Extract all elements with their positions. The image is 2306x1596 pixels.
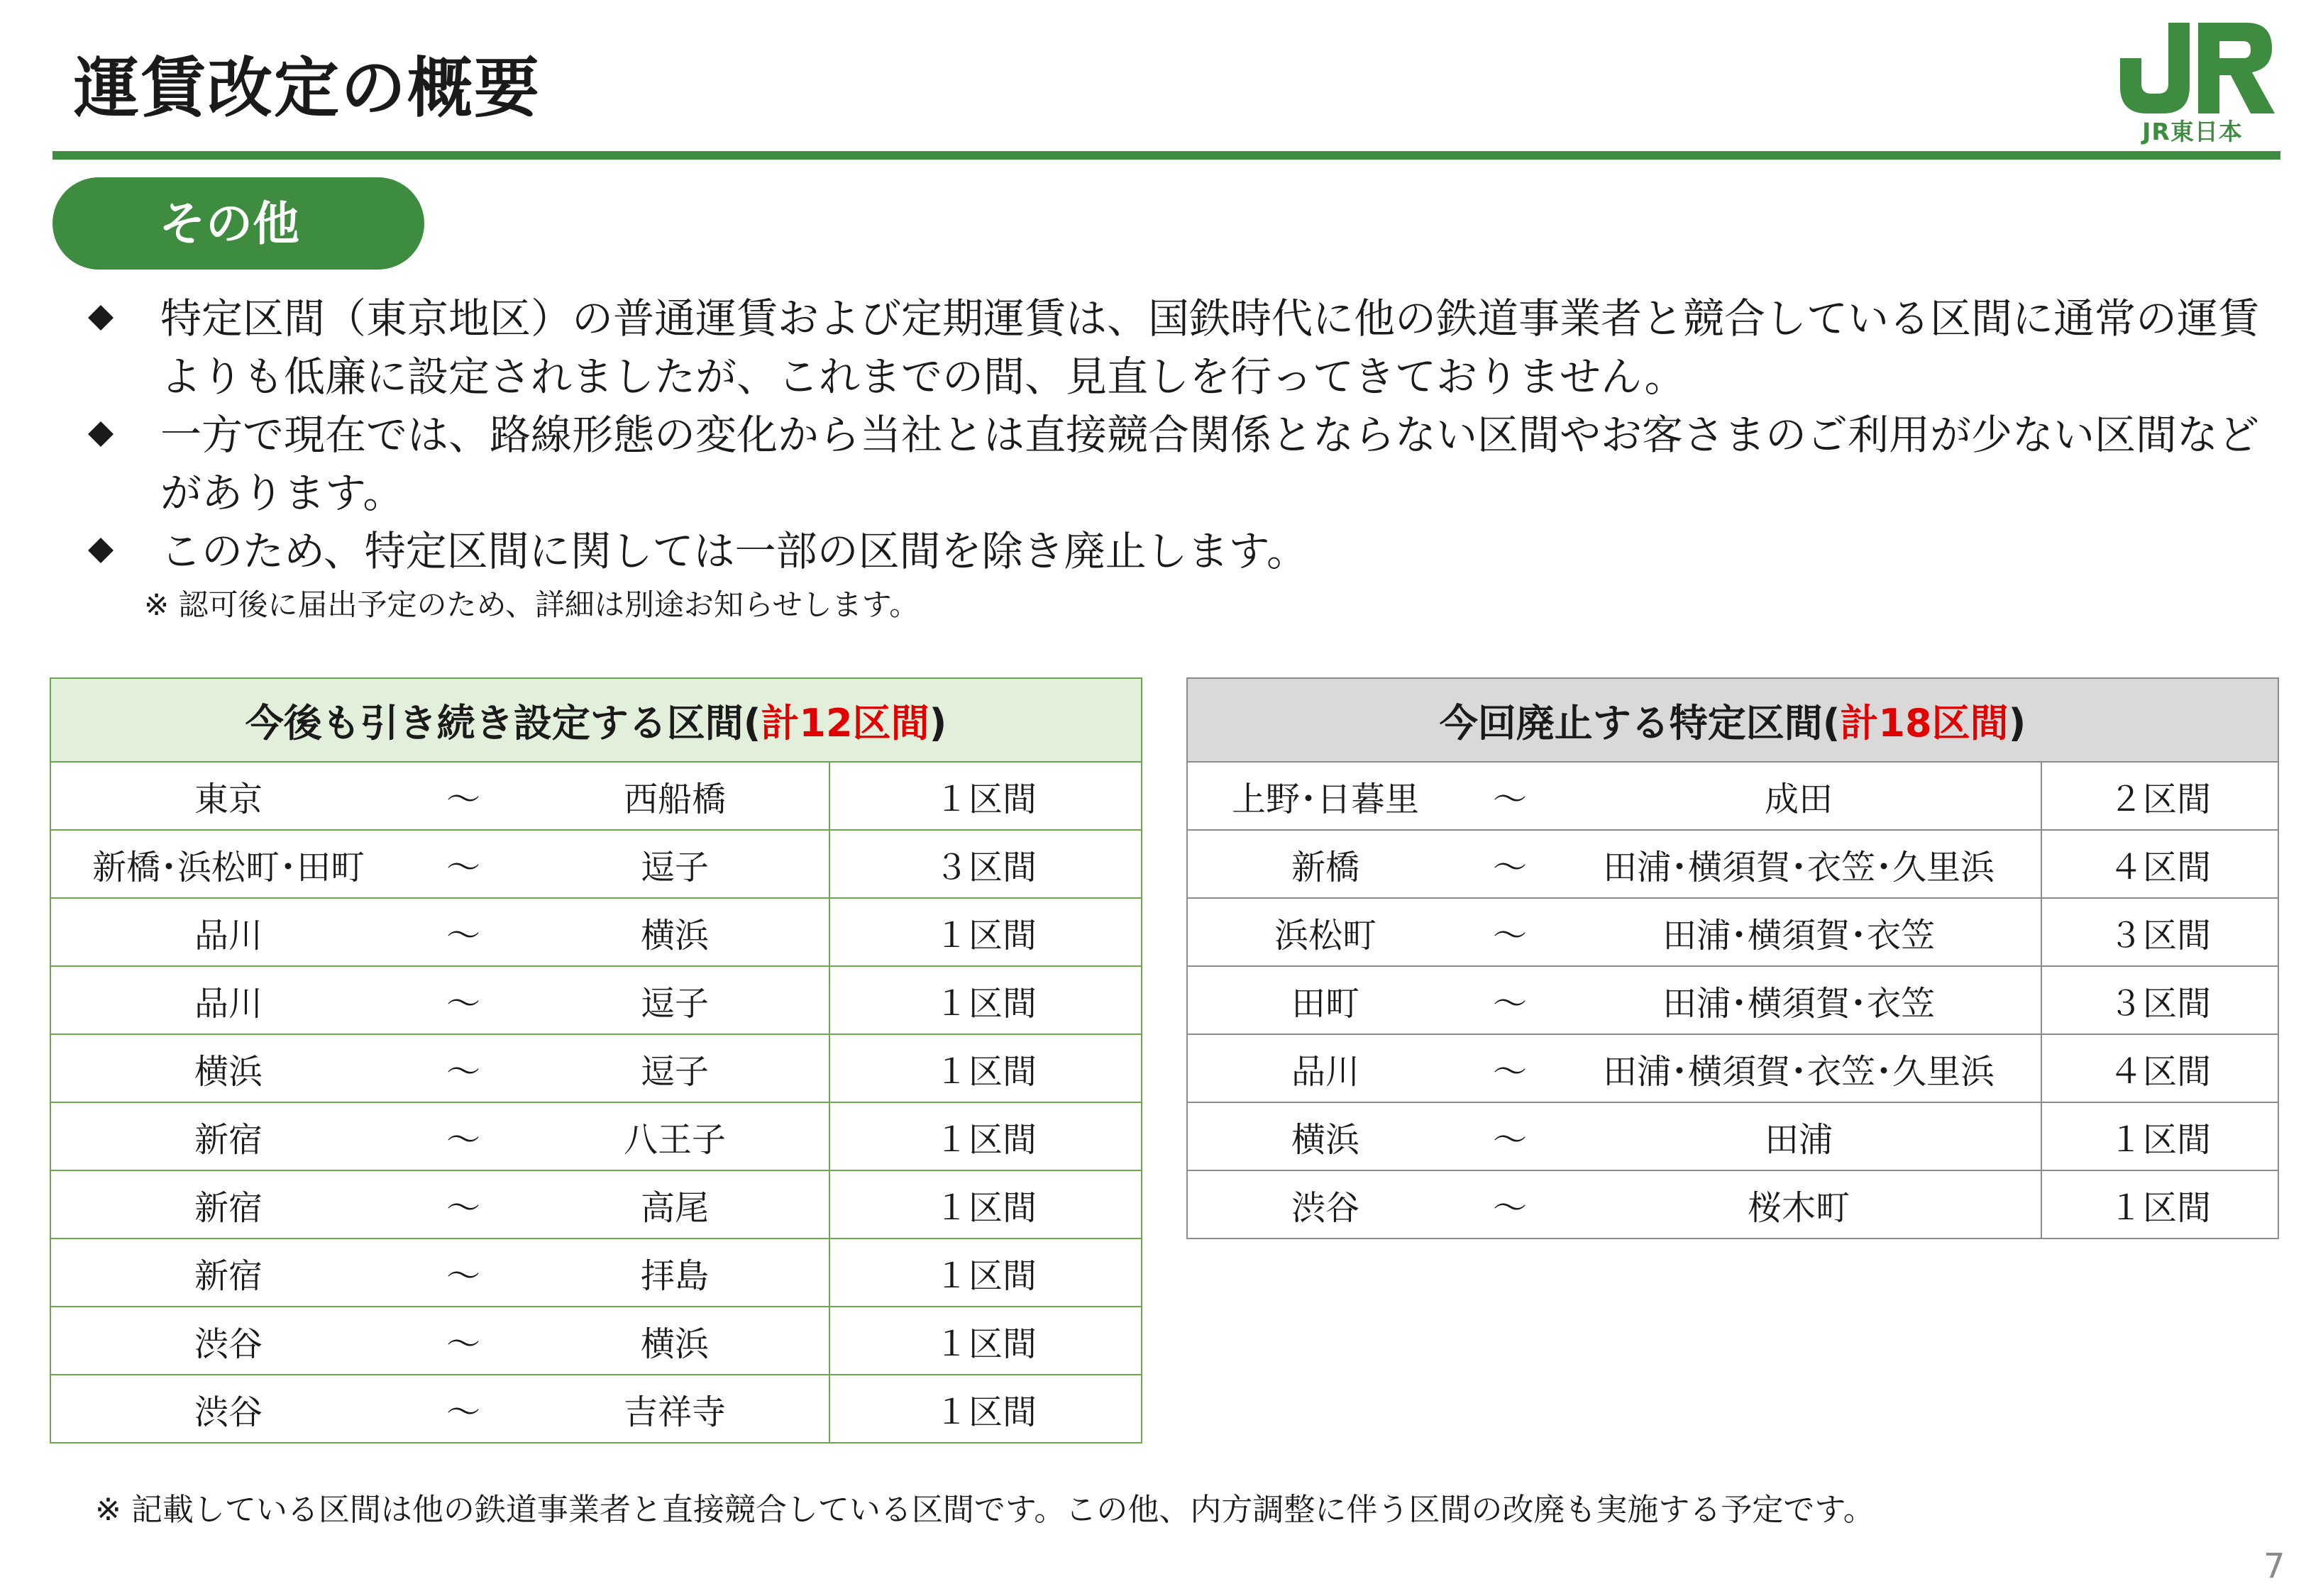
- range-separator: ～: [407, 1034, 520, 1102]
- table-row: [50, 1034, 1142, 1102]
- bullet-item: [84, 406, 2283, 522]
- header-prefix: 今回廃止する特定区間(: [1439, 700, 1841, 746]
- to-station: 逗子: [520, 1034, 829, 1102]
- diamond-bullet-icon: [88, 421, 114, 447]
- range-separator: ～: [407, 830, 520, 898]
- table-row: [50, 830, 1142, 898]
- section-count: １区間: [829, 1307, 1142, 1375]
- diamond-bullet-icon: [88, 305, 114, 331]
- header-prefix: 今後も引き続き設定する区間(: [245, 700, 761, 746]
- table-row: [1187, 898, 2278, 966]
- range-separator: ～: [407, 898, 520, 966]
- range-separator: ～: [407, 966, 520, 1034]
- section-count: ４区間: [2041, 1034, 2278, 1102]
- table-row: [50, 1307, 1142, 1375]
- table-header: [50, 678, 1142, 762]
- table-row: [1187, 830, 2278, 898]
- section-count: １区間: [829, 1238, 1142, 1307]
- range-separator: ～: [407, 1170, 520, 1238]
- section-count: １区間: [829, 1375, 1142, 1443]
- abolished-sections-table: [1186, 677, 2279, 1239]
- section-count: １区間: [829, 1170, 1142, 1238]
- range-separator: ～: [407, 1375, 520, 1443]
- table-row: [1187, 966, 2278, 1034]
- page-title: 運賃改定の概要: [74, 50, 541, 126]
- from-station: 上野･日暮里: [1187, 762, 1464, 830]
- range-separator: ～: [407, 1238, 520, 1307]
- section-count: １区間: [829, 898, 1142, 966]
- to-station: 田浦: [1556, 1102, 2041, 1170]
- table-row: [1187, 1034, 2278, 1102]
- bullet-item: [84, 289, 2283, 406]
- continuing-sections-table: [50, 677, 1142, 1443]
- title-divider: [53, 151, 2280, 160]
- table-row: [50, 1375, 1142, 1443]
- section-count: １区間: [2041, 1102, 2278, 1170]
- header-suffix: ): [929, 700, 947, 746]
- section-count: ４区間: [2041, 830, 2278, 898]
- range-separator: ～: [1464, 1102, 1556, 1170]
- range-separator: ～: [407, 1102, 520, 1170]
- from-station: 新宿: [50, 1238, 407, 1307]
- to-station: 横浜: [520, 1307, 829, 1375]
- section-count: ２区間: [2041, 762, 2278, 830]
- from-station: 渋谷: [50, 1307, 407, 1375]
- page-number: 7: [2263, 1546, 2285, 1586]
- table-row: [50, 1170, 1142, 1238]
- header-count: 計18区間: [1840, 700, 2009, 746]
- to-station: 逗子: [520, 966, 829, 1034]
- to-station: 横浜: [520, 898, 829, 966]
- to-station: 田浦･横須賀･衣笠･久里浜: [1556, 1034, 2041, 1102]
- from-station: 田町: [1187, 966, 1464, 1034]
- to-station: 西船橋: [520, 762, 829, 830]
- note-bottom: ※ 記載している区間は他の鉄道事業者と直接競合している区間です。この他、内方調整に伴う区間の改廃も実施する予定です。: [95, 1492, 1875, 1528]
- table-row: [1187, 1102, 2278, 1170]
- section-label-text: その他: [159, 196, 299, 251]
- to-station: 成田: [1556, 762, 2041, 830]
- jr-logo-text: JR東日本: [2142, 118, 2243, 145]
- header-count: 計12区間: [761, 700, 929, 746]
- to-station: 田浦･横須賀･衣笠･久里浜: [1556, 830, 2041, 898]
- diamond-bullet-icon: [88, 538, 114, 563]
- table-row: [1187, 762, 2278, 830]
- from-station: 品川: [50, 966, 407, 1034]
- section-count: １区間: [829, 966, 1142, 1034]
- from-station: 新宿: [50, 1170, 407, 1238]
- to-station: 桜木町: [1556, 1170, 2041, 1238]
- from-station: 渋谷: [1187, 1170, 1464, 1238]
- table-row: [50, 966, 1142, 1034]
- range-separator: ～: [1464, 1170, 1556, 1238]
- to-station: 田浦･横須賀･衣笠: [1556, 898, 2041, 966]
- header-suffix: ): [2008, 700, 2026, 746]
- from-station: 品川: [50, 898, 407, 966]
- from-station: 東京: [50, 762, 407, 830]
- section-count: １区間: [829, 1034, 1142, 1102]
- range-separator: ～: [1464, 1034, 1556, 1102]
- to-station: 八王子: [520, 1102, 829, 1170]
- section-label: [53, 177, 424, 270]
- bullet-list: [84, 289, 2283, 580]
- bullet-item: [84, 522, 2283, 580]
- from-station: 品川: [1187, 1034, 1464, 1102]
- range-separator: ～: [407, 1307, 520, 1375]
- note-top: ※ 認可後に届出予定のため、詳細は別途お知らせします。: [144, 587, 920, 622]
- section-count: ３区間: [2041, 898, 2278, 966]
- to-station: 逗子: [520, 830, 829, 898]
- table-row: [50, 898, 1142, 966]
- jr-logo-mark-icon: [2106, 16, 2276, 122]
- range-separator: ～: [1464, 898, 1556, 966]
- from-station: 新橋: [1187, 830, 1464, 898]
- to-station: 拝島: [520, 1238, 829, 1307]
- section-count: ３区間: [829, 830, 1142, 898]
- from-station: 渋谷: [50, 1375, 407, 1443]
- range-separator: ～: [1464, 966, 1556, 1034]
- range-separator: ～: [1464, 762, 1556, 830]
- bullet-text: このため、特定区間に関しては一部の区間を除き廃止します。: [160, 527, 1308, 575]
- table-row: [1187, 1170, 2278, 1238]
- from-station: 新橋･浜松町･田町: [50, 830, 407, 898]
- from-station: 浜松町: [1187, 898, 1464, 966]
- from-station: 横浜: [1187, 1102, 1464, 1170]
- range-separator: ～: [1464, 830, 1556, 898]
- to-station: 田浦･横須賀･衣笠: [1556, 966, 2041, 1034]
- range-separator: ～: [407, 762, 520, 830]
- bullet-text: 一方で現在では、路線形態の変化から当社とは直接競合関係とならない区間やお客さまのご利用が少ない区間などがあります。: [160, 411, 2260, 517]
- to-station: 吉祥寺: [520, 1375, 829, 1443]
- bullet-text: 特定区間（東京地区）の普通運賃および定期運賃は、国鉄時代に他の鉄道事業者と競合している区間に通常の運賃よりも低廉に設定されましたが、これまでの間、見直しを行ってきておりません。: [160, 294, 2260, 401]
- table-row: [50, 1238, 1142, 1307]
- section-count: １区間: [2041, 1170, 2278, 1238]
- table-row: [50, 762, 1142, 830]
- section-count: １区間: [829, 1102, 1142, 1170]
- from-station: 横浜: [50, 1034, 407, 1102]
- section-count: ３区間: [2041, 966, 2278, 1034]
- to-station: 高尾: [520, 1170, 829, 1238]
- from-station: 新宿: [50, 1102, 407, 1170]
- table-row: [50, 1102, 1142, 1170]
- table-header: [1187, 678, 2278, 762]
- section-count: １区間: [829, 762, 1142, 830]
